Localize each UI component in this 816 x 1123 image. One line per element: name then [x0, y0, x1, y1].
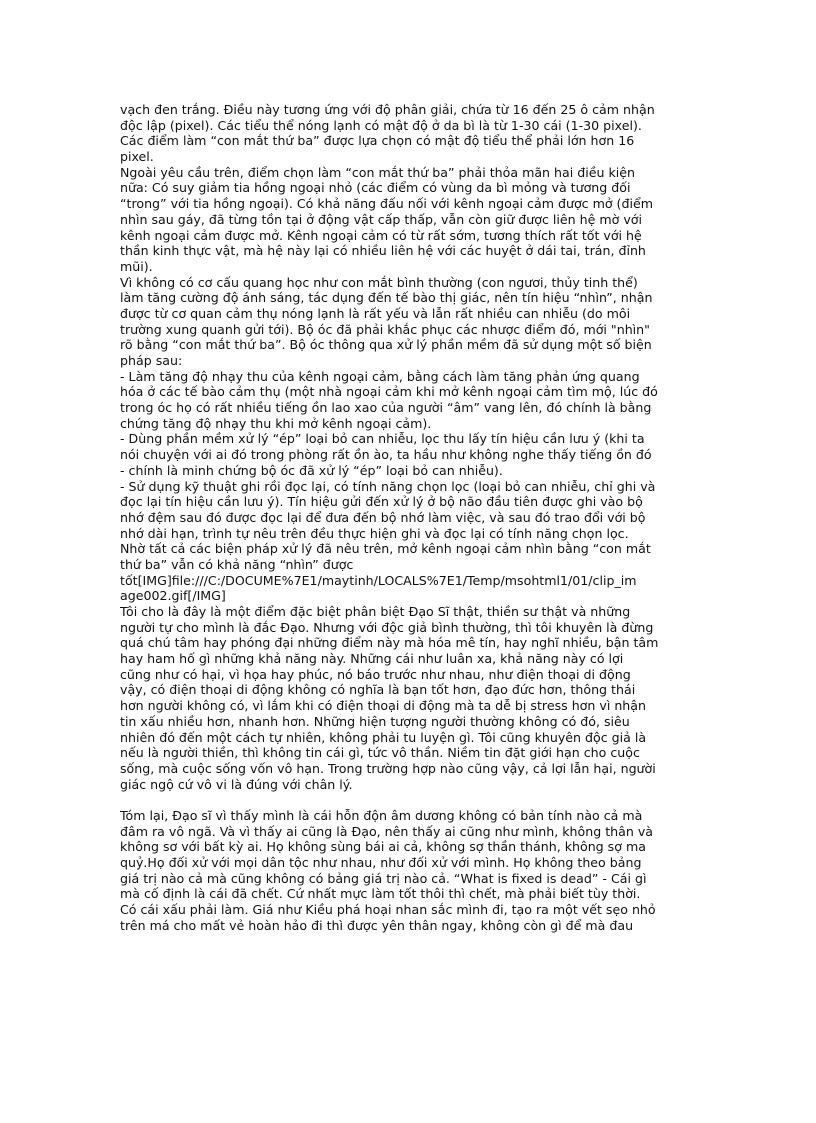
- text-line: sống, mà cuộc sống vốn vô hạn. Trong trường hợp nào cũng vậy, cả lợi lẫn hại, người: [120, 760, 656, 776]
- text-line: cũng như có hại, vì họa hay phúc, nó báo trước như nhau, như điện thoại di động: [120, 666, 631, 682]
- text-line: nếu là người thiền, thì không tin cái gì, tức vô thần. Niềm tin đặt giới hạn cho cuộc: [120, 745, 640, 761]
- text-line: hóa ở các tế bào cảm thụ (một nhà ngoại cảm khi mở kênh ngoại cảm tìm mộ, lúc đó: [120, 384, 658, 400]
- text-line: pháp sau:: [120, 353, 183, 368]
- text-line: giác ngộ cứ vô vi là đúng với chân lý.: [120, 776, 353, 792]
- text-line: đọc lại tín hiệu cần lưu ý). Tín hiệu gửi đến xử lý ở bộ não đầu tiên được ghi vào bộ: [120, 494, 643, 510]
- text-line: Vì không có cơ cấu quang học như con mắt bình thường (con ngươi, thủy tinh thể): [120, 274, 638, 290]
- text-line: kênh ngoại cảm được mở. Kênh ngoại cảm có từ rất sớm, tương thích rất tốt với hệ: [120, 227, 642, 243]
- text-line: Nhờ tất cả các biện pháp xử lý đã nêu trên, mở kênh ngoại cảm nhìn bằng “con mắt: [120, 541, 651, 557]
- text-line: tốt[IMG]file:///C:/DOCUME%7E1/maytinh/LOCALS%7E1/Temp/msohtml1/01/clip_im: [120, 572, 637, 588]
- text-line: người tự cho mình là đắc Đạo. Nhưng với độc giả bình thường, thì tôi khuyên là đừng: [120, 619, 654, 635]
- text-line: Có cái xấu phải làm. Giá như Kiều phá hoại nhan sắc mình đi, tạo ra một vết sẹo nhỏ: [120, 902, 656, 918]
- text-line: nữa: Có suy giảm tia hồng ngoại nhỏ (các điểm có vùng da bì mỏng và tương đối: [120, 180, 631, 196]
- text-line: Tóm lại, Đạo sĩ vì thấy mình là cái hỗn độn âm dương không có bản tính nào cả mà: [120, 807, 643, 823]
- text-line: không sơ với bất kỳ ai. Họ không sùng bái ai cả, không sợ thần thánh, không sợ ma: [120, 839, 646, 855]
- text-line: - Làm tăng độ nhạy thu của kênh ngoại cảm, bằng cách làm tăng phản ứng quang: [120, 368, 640, 384]
- text-line: nhiên đó đến một cách tự nhiên, không phải tu luyện gì. Tôi cũng khuyên độc giả là: [120, 729, 647, 745]
- text-line: pixel.: [120, 149, 154, 165]
- text-line: Ngoài yêu cầu trên, điểm chọn làm “con mắt thứ ba” phải thỏa mãn hai điều kiện: [120, 164, 635, 180]
- text-line: - Dùng phần mềm xử lý “ép” loại bỏ can nhiễu, lọc thu lấy tín hiệu cần lưu ý (khi ta: [120, 431, 645, 447]
- text-line: đâm ra vô ngã. Và vì thấy ai cũng là Đạo, nên thấy ai cũng như mình, không thân và: [120, 823, 654, 839]
- paragraph-gap: [120, 792, 700, 808]
- text-line: vậy, có điện thoại di động không có nghĩa là bạn tốt hơn, đạo đức hơn, thông thái: [120, 682, 636, 698]
- document-body-text: [120, 102, 700, 933]
- text-line: giá trị nào cả mà cũng không có bảng giá trị nào cả. “What is fixed is dead” - Cái gì: [120, 870, 647, 886]
- text-line: mũi).: [120, 258, 153, 274]
- text-line: chứng tăng độ nhạy thu khi mở kênh ngoại cảm).: [120, 415, 432, 431]
- text-line: tin xấu nhiều hơn, nhanh hơn. Những hiện tượng người thường không có đó, siêu: [120, 713, 630, 729]
- text-line: “trong” với tia hồng ngoại). Có khả năng đấu nối với kênh ngoại cảm được mở (điểm: [120, 196, 653, 212]
- text-line: rõ bằng “con mắt thứ ba”. Bộ óc thông qua xử lý phần mềm đã sử dụng một số biện: [120, 337, 652, 353]
- text-line: thứ ba” vẫn có khả năng “nhìn” được: [120, 556, 354, 572]
- text-line: trên má cho mất vẻ hoàn hảo đi thì được yên thân ngay, không còn gì để mà đau: [120, 917, 634, 933]
- text-line: độc lập (pixel). Các tiểu thể nóng lạnh có mật độ ở da bì là từ 1-30 cái (1-30 pixel).: [120, 117, 642, 133]
- text-line: nhìn sau gáy, đã từng tồn tại ở động vật cấp thấp, vẫn còn giữ được liên hệ mờ với: [120, 211, 643, 227]
- text-line: Các điểm làm “con mắt thứ ba” được lựa chọn có mật độ tiểu thể phải lớn hơn 16: [120, 133, 635, 149]
- text-line: được từ cơ quan cảm thụ nóng lạnh là rất yếu và lẫn rất nhiều can nhiễu (do môi: [120, 305, 631, 321]
- text-line: hơn người không có, vì lắm khi có điện thoại di động mà ta dễ bị stress hơn vì nhận: [120, 698, 646, 714]
- text-line: nói chuyện với ai đó trong phòng rất ồn ào, ta hầu như không nghe thấy tiếng ồn đó: [120, 447, 652, 463]
- text-line: vạch đen trắng. Điều này tương ứng với độ phân giải, chứa từ 16 đến 25 ô cảm nhận: [120, 102, 655, 117]
- text-line: trong óc họ có rất nhiều tiếng ồn lao xao của người “âm” vang lên, đó chính là bằng: [120, 400, 652, 416]
- text-line: trường xung quanh gửi tới). Bộ óc đã phải khắc phục các nhược điểm đó, mới "nhìn": [120, 321, 650, 337]
- text-line: thần kinh thực vật, mà hệ này lại có nhiều liên hệ với các huyệt ở dái tai, trán, đỉnh: [120, 243, 646, 259]
- text-line: nhớ đệm sau đó được đọc lại để đưa đến bộ nhớ làm việc, và sau đó trao đổi với bộ: [120, 509, 646, 525]
- text-line: mà cố định là cái đã chết. Cứ nhất mực làm tốt thôi thì chết, mà phải biết tùy thời.: [120, 886, 641, 902]
- text-line: hay ham hố gì những khả năng này. Những cái như luân xa, khả năng này có lợi: [120, 651, 624, 667]
- text-line: - Sử dụng kỹ thuật ghi rồi đọc lại, có tính năng chọn lọc (loại bỏ can nhiễu, chỉ ghi và: [120, 478, 656, 494]
- text-line: quá chú tâm hay phóng đại những điểm này mà hóa mê tín, hay nghĩ nhiều, bận tâm: [120, 635, 659, 651]
- text-line: làm tăng cường độ ánh sáng, tác dụng đến tế bào thị giác, nên tín hiệu “nhìn”, nhận: [120, 290, 653, 306]
- text-line: age002.gif[/IMG]: [120, 588, 226, 604]
- text-line: quỷ.Họ đối xử với mọi dân tộc như nhau, như đối xử với mình. Họ không theo bảng: [120, 855, 642, 870]
- text-line: nhớ dài hạn, trình tự nêu trên đều thực hiện ghi và đọc lại có tính năng chọn lọc.: [120, 525, 629, 541]
- text-line: Tôi cho là đây là một điểm đặc biệt phân biệt Đạo Sĩ thật, thiền sư thật và những: [120, 604, 631, 619]
- text-line: - chính là minh chứng bộ óc đã xử lý “ép” loại bỏ can nhiễu).: [120, 462, 503, 478]
